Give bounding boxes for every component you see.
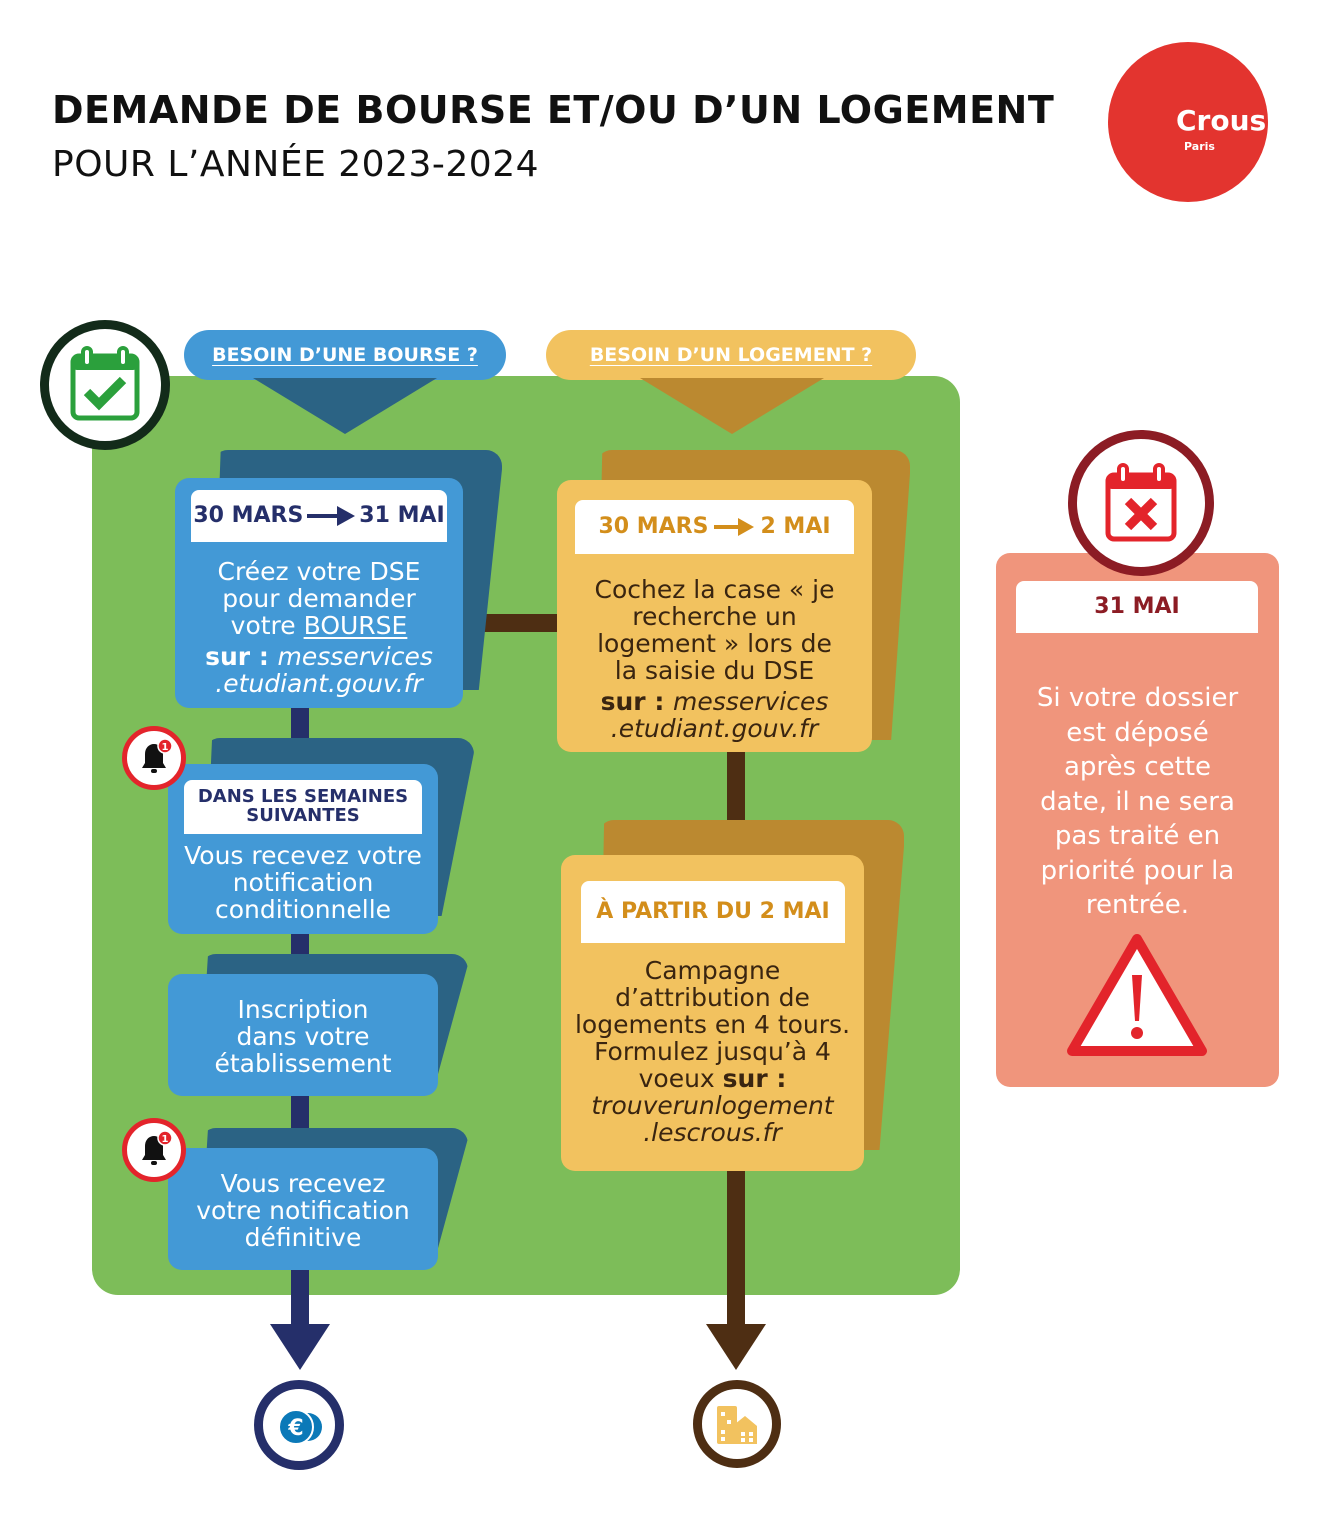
connector xyxy=(727,1166,745,1330)
site-link[interactable]: messervices xyxy=(673,687,829,716)
card-line: Inscription xyxy=(237,995,369,1024)
bourse-heading-link[interactable]: BESOIN D’UNE BOURSE ? xyxy=(184,330,506,380)
site-link[interactable]: trouverunlogement xyxy=(591,1091,834,1120)
logo-city: Paris xyxy=(1184,140,1215,153)
date-label xyxy=(184,780,422,834)
card-line: dans votre xyxy=(236,1022,370,1051)
site-link[interactable]: .etudiant.gouv.fr xyxy=(215,669,423,698)
card-line: priorité pour la xyxy=(1040,855,1235,886)
svg-text:1: 1 xyxy=(161,742,169,753)
card-line: sur : messervices xyxy=(600,687,829,716)
card-line: définitive xyxy=(244,1223,362,1252)
date-line: SUIVANTES xyxy=(246,805,360,826)
building-icon xyxy=(715,1402,759,1446)
logement-step-1-card xyxy=(557,480,872,752)
date-range xyxy=(575,500,854,554)
card-line: Formulez jusqu’à 4 xyxy=(594,1037,831,1066)
connector xyxy=(474,614,564,632)
svg-text:€: € xyxy=(288,1416,304,1441)
bourse-step-3-card xyxy=(168,974,438,1096)
page-title: DEMANDE DE BOURSE ET/OU D’UN LOGEMENT xyxy=(52,88,1055,132)
card-line: établissement xyxy=(214,1049,392,1078)
card-line: votre notification xyxy=(196,1196,410,1225)
date-from: 30 MARS xyxy=(598,514,709,540)
card-line: rentrée. xyxy=(1085,890,1190,920)
arrow-right-icon xyxy=(714,518,754,536)
date-label: À PARTIR DU 2 MAI xyxy=(581,881,845,943)
notification-badge xyxy=(122,1118,186,1182)
page-subtitle: POUR L’ANNÉE 2023-2024 xyxy=(52,144,539,185)
svg-text:1: 1 xyxy=(161,1134,169,1145)
card-line: pour demander xyxy=(222,584,416,613)
connector xyxy=(291,1268,309,1328)
card-line: logements en 4 tours. xyxy=(574,1010,851,1039)
date-range xyxy=(191,490,447,542)
date-line: DANS LES SEMAINES xyxy=(197,786,409,808)
logo-name: Crous xyxy=(1176,104,1267,137)
card-line: notification xyxy=(232,868,374,897)
card-line: Campagne xyxy=(644,956,781,985)
card-line: pas traité en xyxy=(1054,821,1221,851)
euro-coins-icon xyxy=(274,1400,324,1450)
card-line: date, il ne sera xyxy=(1040,786,1235,817)
bourse-pointer xyxy=(253,378,437,434)
calendar-check-icon xyxy=(69,346,141,424)
deadline-date: 31 MAI xyxy=(1016,581,1258,633)
card-line: d’attribution de xyxy=(615,983,810,1012)
card-line: après cette xyxy=(1063,752,1212,782)
card-line: Vous recevez xyxy=(220,1169,386,1198)
site-link[interactable]: .etudiant.gouv.fr xyxy=(610,714,819,743)
bourse-end-badge xyxy=(254,1380,344,1470)
card-line: sur : messervices xyxy=(205,642,433,671)
card-line: la saisie du DSE xyxy=(614,656,815,685)
calendar-check-badge xyxy=(40,320,170,450)
logement-step-2-card xyxy=(561,855,864,1171)
card-line: recherche un xyxy=(632,602,797,631)
date-from: 30 MARS xyxy=(193,503,304,529)
crous-logo xyxy=(1108,42,1268,202)
card-line: est déposé xyxy=(1066,717,1209,748)
card-line: Créez votre DSE xyxy=(217,557,421,586)
logement-end-badge xyxy=(693,1380,781,1468)
connector xyxy=(727,750,745,820)
site-link[interactable]: .lescrous.fr xyxy=(643,1118,782,1147)
bell-icon xyxy=(134,738,174,778)
card-line: voeux sur : xyxy=(638,1064,787,1093)
card-line: Vous recevez votre xyxy=(184,841,422,870)
bourse-step-1-card xyxy=(175,478,463,708)
bourse-step-4-card xyxy=(168,1148,438,1270)
card-line: votre BOURSE xyxy=(230,611,408,640)
card-line: Si votre dossier xyxy=(1036,683,1239,713)
site-link[interactable]: messervices xyxy=(277,642,433,671)
warning-icon xyxy=(1066,931,1208,1059)
card-line: Cochez la case « je xyxy=(594,575,835,604)
notification-badge xyxy=(122,726,186,790)
arrow-down-icon xyxy=(270,1324,330,1370)
arrow-right-icon xyxy=(307,506,355,526)
bourse-emphasis: BOURSE xyxy=(303,611,408,640)
logement-heading-link[interactable]: BESOIN D’UN LOGEMENT ? xyxy=(546,330,916,380)
card-line: logement » lors de xyxy=(597,629,832,658)
date-to: 31 MAI xyxy=(359,503,445,529)
deadline-card xyxy=(996,553,1279,1087)
arrow-down-icon xyxy=(706,1324,766,1370)
bourse-step-2-card xyxy=(168,764,438,934)
date-to: 2 MAI xyxy=(760,514,831,540)
logement-pointer xyxy=(640,378,824,434)
card-line: conditionnelle xyxy=(214,895,392,924)
bell-icon xyxy=(134,1130,174,1170)
calendar-cross-icon xyxy=(1104,463,1178,543)
calendar-cross-badge xyxy=(1068,430,1214,576)
